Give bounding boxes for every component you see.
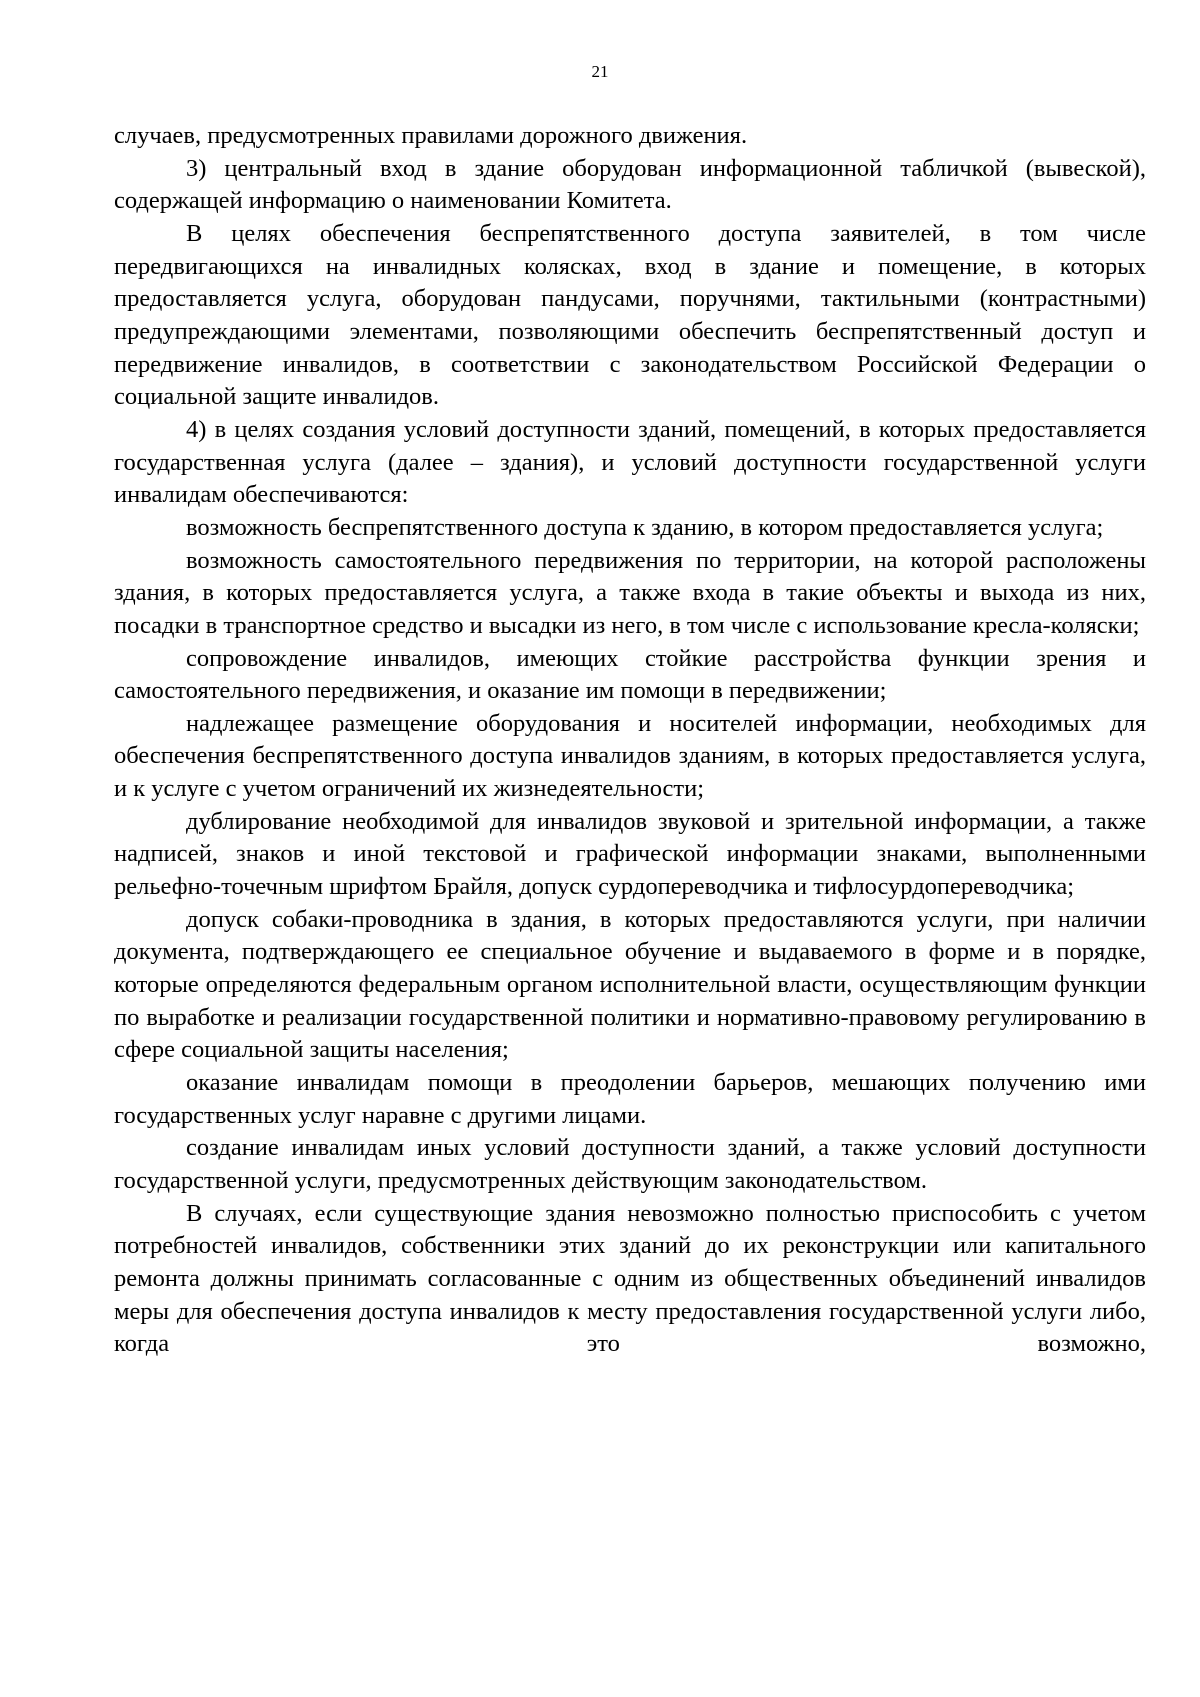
list-item-duplication: дублирование необходимой для инвалидов звуковой и зрительной информации, а также надписей, знаков и иной текстовой и графической информации знаками, выполненными рельефно-точечным шрифтом Брайля, допуск сурдопереводчика и тифлосурдопереводчика; [114,807,1146,901]
document-body [114,120,1146,1361]
list-item-equipment: надлежащее размещение оборудования и носителей информации, необходимых для обеспечения беспрепятственного доступа инвалидов зданиям, в которых предоставляется услуга, и к услуге с учетом ограничений их жизнедеятельности; [114,709,1146,803]
list-item-access: возможность беспрепятственного доступа к зданию, в котором предоставляется услуга; [186,513,1104,541]
paragraph-existing-buildings: В случаях, если существующие здания невозможно полностью приспособить с учетом потребностей инвалидов, собственники этих зданий до их реконструкции или капитального ремонта должны принимать согласованные с одним из общественных объединений инвалидов меры для обеспечения доступа инвалидов к месту предоставления государственной услуги либо, когда это возможно, [114,1199,1146,1358]
paragraph-item-4: 4) в целях создания условий доступности зданий, помещений, в которых предоставляется государственная услуга (далее – здания), и условий доступности государственной услуги инвалидам обеспечиваются: [114,415,1146,509]
paragraph-item-3: 3) центральный вход в здание оборудован информационной табличкой (вывеской), содержащей информацию о наименовании Комитета. [114,154,1146,215]
list-item-assistance: оказание инвалидам помощи в преодолении барьеров, мешающих получению ими государственных услуг наравне с другими лицами. [114,1069,1146,1129]
paragraph-continuation: случаев, предусмотренных правилами дорожного движения. [114,122,748,149]
page-number: 21 [591,62,609,81]
paragraph-accessibility-entrance: В целях обеспечения беспрепятственного доступа заявителей, в том числе передвигающихся на инвалидных колясках, вход в здание и помещение, в которых предоставляется услуга, оборудован пандусами, поручнями, тактильными (контрастными) предупреждающими элементами, позволяющими обеспечить беспрепятственный доступ и передвижение инвалидов, в соответствии с законодательством Российской Федерации о социальной защите инвалидов. [114,219,1146,411]
list-item-guide-dog: допуск собаки-проводника в здания, в которых предоставляются услуги, при наличии документа, подтверждающего ее специальное обучение и выдаваемого в форме и в порядке, которые определяются федеральным органом исполнительной власти, осуществляющим функции по выработке и реализации государственной политики и нормативно-правовому регулированию в сфере социальной защиты населения; [114,905,1146,1064]
list-item-escort: сопровождение инвалидов, имеющих стойкие расстройства функции зрения и самостоятельного передвижения, и оказание им помощи в передвижении; [114,644,1146,705]
list-item-movement: возможность самостоятельного передвижения по территории, на которой расположены здания, в которых предоставляется услуга, а также входа в такие объекты и выхода из них, посадки в транспортное средство и высадки из него, в том числе с использование кресла-коляски; [114,546,1146,639]
list-item-other-conditions: создание инвалидам иных условий доступности зданий, а также условий доступности государственной услуги, предусмотренных действующим законодательством. [114,1134,1146,1194]
